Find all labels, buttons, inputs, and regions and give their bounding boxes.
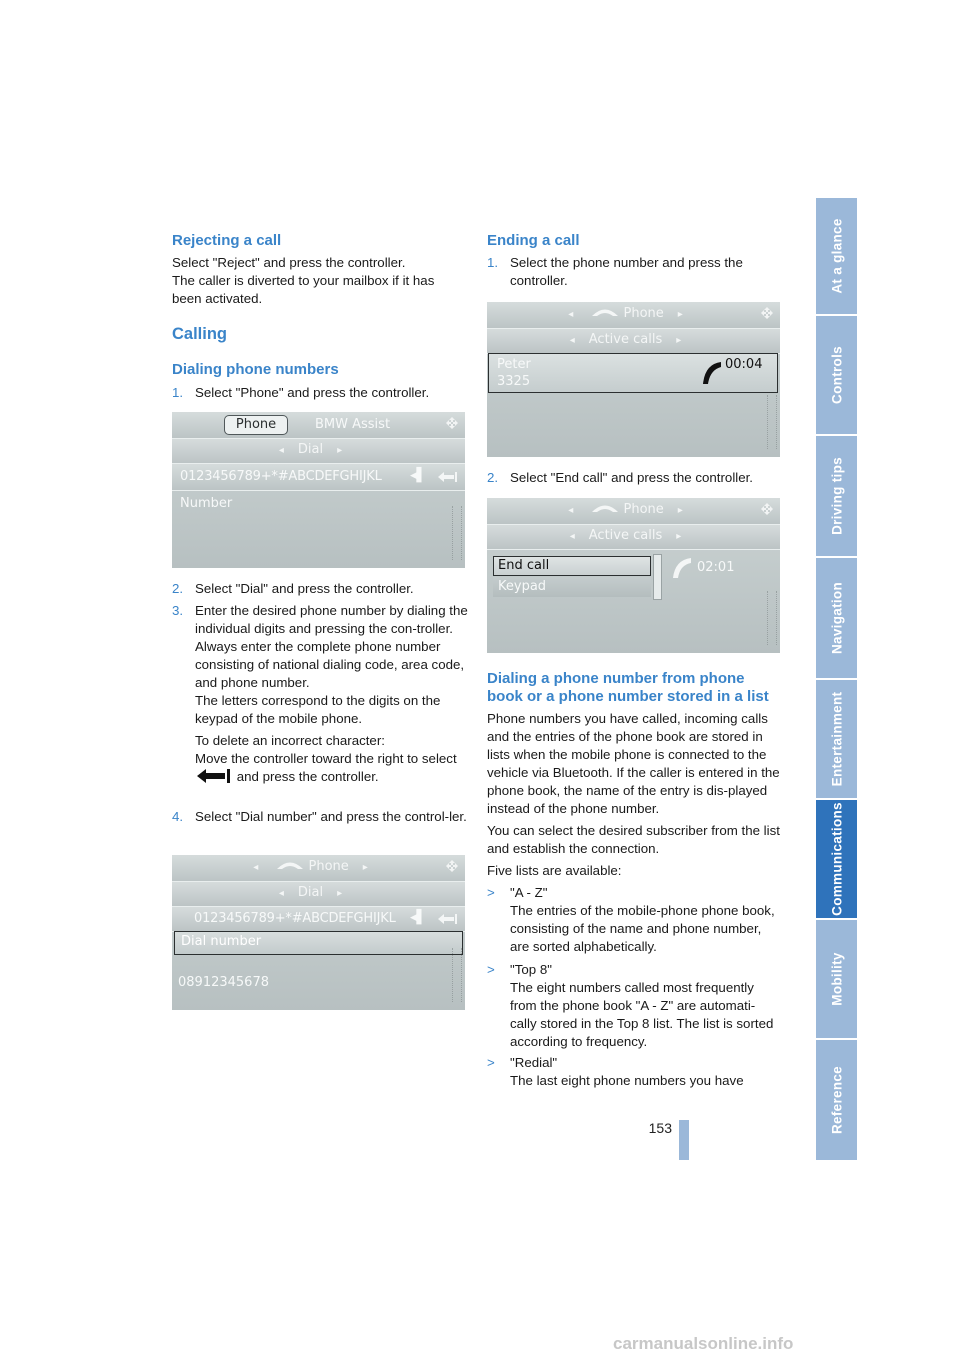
screen-keypad-row[interactable] xyxy=(172,464,465,491)
side-tab-communications[interactable]: Communications xyxy=(816,800,857,920)
rejecting-text-1: Select "Reject" and press the controller. xyxy=(172,255,406,270)
active-call-highlight[interactable] xyxy=(488,353,778,393)
heading-rejecting-call: Rejecting a call xyxy=(172,232,282,249)
controller-direction-icon xyxy=(445,859,459,873)
controller-direction-icon xyxy=(760,306,774,320)
watermark: carmanualsonline.info xyxy=(613,1334,794,1353)
step-3-note-3: To delete an incorrect character: xyxy=(195,733,385,748)
keypad-characters[interactable]: 0123456789+*#ABCDEFGHIJKL xyxy=(180,469,382,484)
heading-ending-call: Ending a call xyxy=(487,232,580,249)
page-number: 153 xyxy=(648,1120,672,1136)
screen-active-call xyxy=(487,302,780,457)
scrollbar[interactable] xyxy=(653,554,662,600)
step-3 xyxy=(172,602,468,786)
screen-active-calls-row[interactable]: ◂ Active calls ▸ xyxy=(487,329,780,354)
keypad-row[interactable] xyxy=(493,577,651,597)
step-number: 3. xyxy=(172,603,184,618)
screen-top-row: ◂ Phone ▸ xyxy=(172,855,465,882)
heading-dialing-from-list: Dialing a phone number from phone book or a phone number stored in a list xyxy=(487,670,769,705)
step-text: Enter the desired phone number by dialing the individual digits and pressing the con-troller. xyxy=(195,603,468,636)
screen-active-calls-row[interactable]: ◂ Active calls ▸ xyxy=(487,525,780,550)
number-field[interactable]: Number xyxy=(180,496,233,511)
step-text: Select "Dial number" and press the control-ler. xyxy=(195,809,467,824)
heading-calling: Calling xyxy=(172,325,228,343)
image-code xyxy=(767,591,777,645)
tab-bmw-assist[interactable]: BMW Assist xyxy=(315,417,391,432)
list-item-redial: > "Redial" The last eight phone numbers you have xyxy=(487,1055,744,1088)
controller-direction-icon xyxy=(760,502,774,516)
phone-handset-icon xyxy=(276,860,304,870)
screen-dial-row[interactable]: ◂ Dial ▸ xyxy=(172,882,465,907)
tab-phone[interactable]: Phone xyxy=(224,415,288,435)
step-2 xyxy=(172,580,468,598)
rejecting-text-2: The caller is diverted to your mailbox if it has been activated. xyxy=(172,273,435,306)
side-tab-at-a-glance[interactable]: At a glance xyxy=(816,198,857,316)
side-tab-reference[interactable]: Reference xyxy=(816,1040,857,1162)
step-number: 1. xyxy=(172,385,184,400)
step-3-note-4: Move the controller toward the right to select and press the controller. xyxy=(195,751,457,784)
screen-dial-number xyxy=(172,855,465,1010)
image-code xyxy=(452,506,462,560)
backspace-arrow-icon xyxy=(197,769,231,783)
image-code xyxy=(767,395,777,449)
call-duration: 02:01 xyxy=(697,560,735,575)
screen-top-row xyxy=(172,412,465,439)
step-1 xyxy=(172,384,468,402)
heading-dialing-numbers: Dialing phone numbers xyxy=(172,361,339,378)
list-item-top-8: > "Top 8" The eight numbers called most frequently from the phone book "A - Z" are automati-cally stored in the Top 8 list. The list is sorted according to frequency. xyxy=(487,962,774,1049)
screen-dial-row[interactable]: ◂ Dial ▸ xyxy=(172,439,465,464)
page-number-bar xyxy=(679,1120,689,1160)
screen-keypad-row[interactable] xyxy=(172,907,465,932)
step-text: Select "Phone" and press the controller. xyxy=(195,385,430,400)
end-call-highlight[interactable] xyxy=(493,556,651,576)
step-number: 4. xyxy=(172,809,184,824)
phone-handset-icon xyxy=(591,503,619,513)
backspace-icon[interactable] xyxy=(438,472,458,482)
phone-handset-icon xyxy=(591,307,619,317)
caller-number: 3325 xyxy=(497,374,531,389)
keypad-option[interactable]: Keypad xyxy=(498,579,547,594)
step-text: Select "Dial" and press the controller. xyxy=(195,581,414,596)
step-4 xyxy=(172,808,468,826)
screen-end-call xyxy=(487,498,780,653)
keypad-characters[interactable]: 0123456789+*#ABCDEFGHIJKL xyxy=(194,911,396,926)
entered-number: 08912345678 xyxy=(178,975,269,990)
screen-top-row: ◂ Phone ▸ xyxy=(487,498,780,525)
step-number: 2. xyxy=(172,581,184,596)
controller-direction-icon xyxy=(445,416,459,430)
list-select-text: You can select the desired subscriber from the list and establish the connection. xyxy=(487,823,780,856)
screen-top-row: ◂ Phone ▸ xyxy=(487,302,780,329)
dial-number-option[interactable]: Dial number xyxy=(181,934,262,949)
side-tab-controls[interactable]: Controls xyxy=(816,316,857,436)
list-item-a-z: > "A - Z" The entries of the mobile-phone phone book, consisting of the name and phone number, are sorted alphabetically. xyxy=(487,885,775,954)
side-tab-driving-tips[interactable]: Driving tips xyxy=(816,436,857,558)
end-step-1: 1. Select the phone number and press the controller. xyxy=(487,255,743,288)
image-code xyxy=(452,948,462,1002)
side-tab-mobility[interactable]: Mobility xyxy=(816,920,857,1040)
side-tab-navigation[interactable]: Navigation xyxy=(816,558,857,680)
cursor-left-icon[interactable]: ◂▌ xyxy=(410,468,427,483)
caller-name: Peter xyxy=(497,357,531,372)
handset-icon xyxy=(701,360,723,386)
backspace-icon[interactable] xyxy=(438,914,458,924)
handset-icon xyxy=(671,556,693,580)
step-3-note-2: The letters correspond to the digits on the keypad of the mobile phone. xyxy=(195,693,441,726)
cursor-left-icon[interactable]: ◂▌ xyxy=(410,910,427,925)
end-step-2: 2. Select "End call" and press the controller. xyxy=(487,470,754,485)
screen-dial-number-entry xyxy=(172,412,465,568)
side-tab-entertainment[interactable]: Entertainment xyxy=(816,680,857,800)
lists-available-text: Five lists are available: xyxy=(487,863,622,878)
step-3-note-1: Always enter the complete phone number consisting of national dialing code, area code, and phone number. xyxy=(195,639,465,690)
call-duration: 00:04 xyxy=(725,357,763,372)
list-intro-text: Phone numbers you have called, incoming calls and the entries of the phone book are stored in lists when the mobile phone is connected to the vehicle via Bluetooth. If the caller is entered in the phone book, the name of the entry is dis-played instead of the phone number. xyxy=(487,711,780,816)
end-call-option[interactable]: End call xyxy=(498,558,550,573)
dial-number-highlight[interactable] xyxy=(174,931,463,955)
